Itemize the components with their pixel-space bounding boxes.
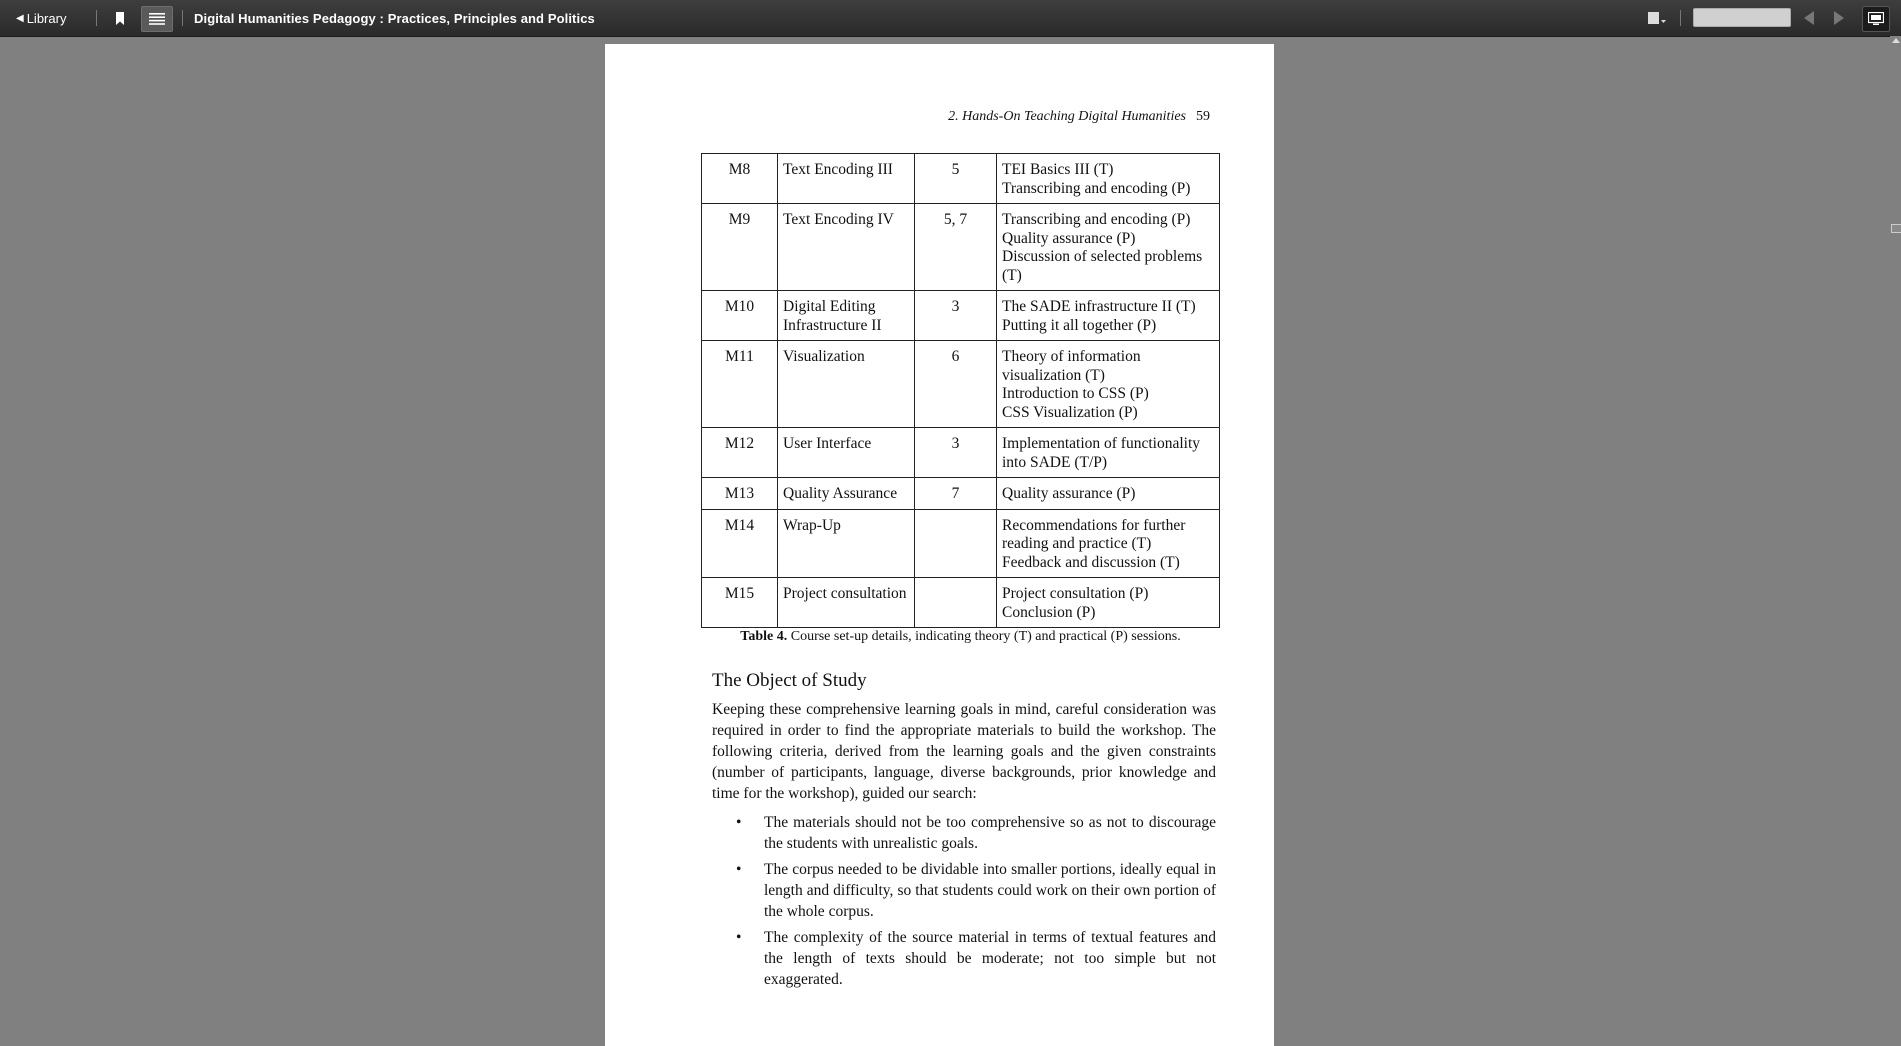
- caption-text: Course set-up details, indicating theory (T) and practical (P) sessions.: [790, 629, 1181, 644]
- session-line: Quality assurance (P): [1002, 229, 1136, 247]
- module-title-cell: Wrap-Up: [778, 509, 915, 578]
- toolbar-divider: [1680, 10, 1681, 26]
- section-heading: The Object of Study: [712, 670, 867, 691]
- chapters-cell: [915, 578, 997, 628]
- body-paragraph: Keeping these comprehensive learning goals in mind, careful consideration was required in order to find the appropriate materials to build the workshop. The following criteria, derived from the learning goals and the given constraints (number of participants, language, diverse backgrounds, prior knowledge and time for the workshop), guided our search:: [712, 701, 1216, 802]
- running-head-title: 2. Hands-On Teaching Digital Humanities: [948, 109, 1186, 124]
- sessions-cell: [997, 291, 1220, 341]
- table-row: [702, 204, 1220, 291]
- table-row: [702, 341, 1220, 428]
- table-row: [702, 478, 1220, 510]
- module-id-cell: M15: [702, 578, 778, 628]
- table-row: [702, 291, 1220, 341]
- table-row: [702, 578, 1220, 628]
- module-id-cell: M10: [702, 291, 778, 341]
- module-id-cell: M13: [702, 478, 778, 510]
- monitor-icon: [1868, 12, 1884, 26]
- search-input[interactable]: [1693, 8, 1791, 27]
- library-label: Library: [26, 10, 67, 26]
- chapters-cell: 6: [915, 341, 997, 428]
- bullet-icon: •: [736, 929, 742, 946]
- bookmark-button[interactable]: [112, 0, 128, 36]
- session-line: CSS Visualization (P): [1002, 403, 1138, 421]
- table-caption: [701, 629, 1220, 645]
- module-title-cell: Visualization: [778, 341, 915, 428]
- next-page-button[interactable]: [1834, 0, 1844, 36]
- list-item-text: The materials should not be too comprehensive so as not to discourage the students with unrealistic goals.: [764, 814, 1216, 852]
- session-line: Introduction to CSS (P): [1002, 385, 1149, 402]
- sessions-cell: [997, 154, 1220, 204]
- list-item: [712, 927, 1216, 990]
- module-id-cell: M14: [702, 509, 778, 578]
- sessions-cell: [997, 478, 1220, 510]
- sessions-cell: [997, 204, 1220, 291]
- list-item: [712, 859, 1216, 922]
- previous-page-button[interactable]: [1804, 0, 1814, 36]
- session-line: TEI Basics III (T): [1002, 161, 1114, 178]
- session-line: Feedback and discussion (T): [1002, 553, 1180, 571]
- session-line: The SADE infrastructure II (T): [1002, 298, 1196, 315]
- module-id-cell: M8: [702, 154, 778, 204]
- scroll-up-icon[interactable]: [1892, 38, 1900, 43]
- session-line: Transcribing and encoding (P): [1002, 211, 1191, 228]
- bullet-icon: •: [736, 861, 742, 878]
- page-view-icon: [1648, 11, 1666, 25]
- list-item-text: The corpus needed to be dividable into smaller portions, ideally equal in length and difficulty, so that students could work on their own portion of the whole corpus.: [764, 861, 1216, 920]
- list-icon: [149, 13, 165, 25]
- module-id-cell: M9: [702, 204, 778, 291]
- scrollbar-thumb[interactable]: [1891, 224, 1901, 233]
- table-row: [702, 428, 1220, 478]
- session-line: Putting it all together (P): [1002, 316, 1157, 334]
- chapters-cell: 5, 7: [915, 204, 997, 291]
- chapters-cell: 3: [915, 291, 997, 341]
- session-line: Quality assurance (P): [1002, 485, 1136, 502]
- chevron-left-icon: [1804, 11, 1814, 25]
- view-options-button[interactable]: [1648, 0, 1666, 36]
- session-line: Project consultation (P): [1002, 585, 1149, 602]
- session-line: Conclusion (P): [1002, 603, 1096, 621]
- module-title-cell: Text Encoding III: [778, 154, 915, 204]
- toolbar: [0, 0, 1901, 37]
- toolbar-divider: [182, 10, 183, 26]
- module-id-cell: M11: [702, 341, 778, 428]
- session-line: Implementation of functionality into SADE (T/P): [1002, 435, 1201, 471]
- sessions-cell: [997, 428, 1220, 478]
- module-title-cell: Project consultation: [778, 578, 915, 628]
- session-line: Theory of information visualization (T): [1002, 348, 1141, 384]
- back-arrow-icon: ◀: [16, 12, 24, 24]
- list-item: [712, 812, 1216, 854]
- session-line: Transcribing and encoding (P): [1002, 179, 1191, 197]
- sessions-cell: [997, 578, 1220, 628]
- chapters-cell: 3: [915, 428, 997, 478]
- sessions-cell: [997, 341, 1220, 428]
- module-title-cell: User Interface: [778, 428, 915, 478]
- document-title: Digital Humanities Pedagogy : Practices, Principles and Politics: [194, 10, 595, 26]
- vertical-scrollbar[interactable]: [1890, 36, 1901, 1046]
- course-table: [701, 153, 1220, 628]
- library-button[interactable]: [16, 0, 66, 36]
- chapters-cell: 7: [915, 478, 997, 510]
- criteria-list: [712, 812, 1216, 995]
- module-title-cell: Text Encoding IV: [778, 204, 915, 291]
- chevron-right-icon: [1834, 11, 1844, 25]
- module-id-cell: M12: [702, 428, 778, 478]
- caption-label: Table 4.: [740, 629, 788, 644]
- bullet-icon: •: [736, 814, 742, 831]
- chapters-cell: 5: [915, 154, 997, 204]
- table-row: [702, 154, 1220, 204]
- session-line: Recommendations for further reading and practice (T): [1002, 516, 1186, 552]
- table-of-contents-button[interactable]: [141, 6, 173, 32]
- bookmark-icon: [115, 12, 125, 25]
- module-title-cell: Quality Assurance: [778, 478, 915, 510]
- running-head: [948, 109, 1210, 125]
- list-item-text: The complexity of the source material in terms of textual features and the length of texts should be moderate; not too simple but not exaggerated.: [764, 929, 1216, 988]
- session-line: Discussion of selected problems (T): [1002, 248, 1203, 284]
- display-mode-button[interactable]: [1862, 6, 1890, 32]
- document-page: [605, 44, 1274, 1046]
- table-row: [702, 509, 1220, 578]
- toolbar-divider: [96, 10, 97, 26]
- page-number: 59: [1196, 109, 1210, 124]
- chapters-cell: [915, 509, 997, 578]
- module-title-cell: Digital Editing Infrastructure II: [778, 291, 915, 341]
- sessions-cell: [997, 509, 1220, 578]
